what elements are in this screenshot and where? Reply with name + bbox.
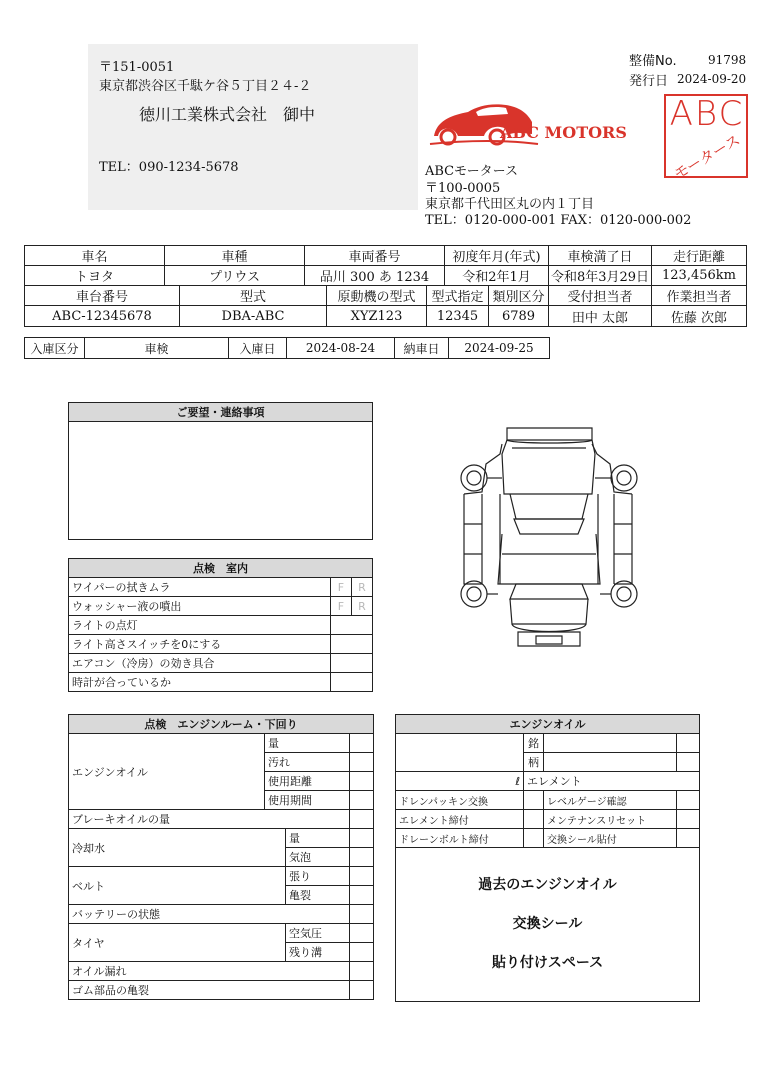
recipient-name: 徳川工業株式会社 御中 bbox=[139, 105, 316, 124]
tire-label: タイヤ bbox=[69, 924, 286, 962]
entry-out-value: 2024-09-25 bbox=[449, 338, 550, 359]
engine-room-title: 点検 エンジンルーム・下回り bbox=[69, 715, 374, 734]
interior-item: ウォッシャー液の噴出 bbox=[69, 597, 331, 616]
value-category: 6789 bbox=[489, 306, 549, 327]
rear-check-box[interactable]: R bbox=[351, 597, 372, 616]
battery-label: バッテリーの状態 bbox=[69, 905, 350, 924]
entry-in-label: 入庫日 bbox=[229, 338, 287, 359]
recipient-address: 東京都渋谷区千駄ケ谷５丁目２４-２ bbox=[99, 79, 312, 94]
engine-room-check-table bbox=[68, 714, 374, 1000]
company-contact: TEL：0120-000-001 FAX：0120-000-002 bbox=[425, 213, 692, 228]
check-box[interactable] bbox=[350, 753, 374, 772]
check-box[interactable] bbox=[350, 886, 374, 905]
engine-oil-sub-item: 使用期間 bbox=[265, 791, 350, 810]
interior-title: 点検 室内 bbox=[69, 559, 373, 578]
rubber-crack-label: ゴム部品の亀裂 bbox=[69, 981, 350, 1000]
requests-title: ご要望・連絡事項 bbox=[69, 403, 373, 422]
engine-oil-box-title: エンジンオイル bbox=[396, 715, 700, 734]
entry-type-value: 車検 bbox=[85, 338, 229, 359]
header-inspection-expiry: 車検満了日 bbox=[549, 246, 652, 266]
check-box[interactable] bbox=[350, 734, 374, 753]
check-box[interactable] bbox=[330, 654, 372, 673]
brand-label-1: 銘 bbox=[524, 734, 544, 753]
seal-bottom-text: モータース bbox=[670, 130, 744, 184]
check-box[interactable] bbox=[524, 810, 544, 829]
company-name: ABCモータース bbox=[425, 164, 518, 179]
oil-brand-field[interactable] bbox=[544, 753, 677, 772]
check-box[interactable] bbox=[330, 635, 372, 654]
oil-brand-blank[interactable] bbox=[396, 734, 524, 772]
vehicle-table-row1 bbox=[24, 245, 747, 286]
interior-item: ライト高さスイッチを0にする bbox=[69, 635, 331, 654]
check-box[interactable] bbox=[330, 673, 372, 692]
header-category: 類別区分 bbox=[489, 286, 549, 306]
liter-unit: ℓ bbox=[396, 772, 524, 791]
requests-box bbox=[68, 402, 373, 540]
check-box[interactable] bbox=[350, 924, 374, 943]
recipient-postal-code: 〒151-0051 bbox=[99, 60, 175, 75]
seal-space-line: 貼り付けスペース bbox=[491, 955, 604, 971]
value-plate-number: 品川 300 あ 1234 bbox=[305, 266, 445, 286]
oil-check-item: ドレーンボルト締付 bbox=[396, 829, 524, 848]
coolant-sub-item: 気泡 bbox=[286, 848, 350, 867]
tire-sub-item: 残り溝 bbox=[286, 943, 350, 962]
recipient-tel: TEL：090-1234-5678 bbox=[99, 160, 239, 175]
interior-item: ワイパーの拭きムラ bbox=[69, 578, 331, 597]
company-postal-code: 〒100-0005 bbox=[425, 181, 501, 196]
engine-oil-label: エンジンオイル bbox=[69, 734, 265, 810]
value-engine-type: XYZ123 bbox=[327, 306, 427, 327]
header-car-maker: 車名 bbox=[25, 246, 165, 266]
car-damage-diagram[interactable] bbox=[452, 424, 642, 656]
oil-check-item: メンテナンスリセット bbox=[544, 810, 677, 829]
interior-item: エアコン（冷房）の効き具合 bbox=[69, 654, 331, 673]
value-type: DBA-ABC bbox=[180, 306, 327, 327]
belt-sub-item: 亀裂 bbox=[286, 886, 350, 905]
check-box[interactable] bbox=[350, 848, 374, 867]
brake-oil-label: ブレーキオイルの量 bbox=[69, 810, 350, 829]
oil-check-item: エレメント締付 bbox=[396, 810, 524, 829]
check-box[interactable] bbox=[350, 791, 374, 810]
company-logo bbox=[428, 100, 658, 152]
requests-area[interactable] bbox=[69, 422, 373, 540]
engine-oil-record-table bbox=[395, 714, 700, 1002]
seal-space-line: 過去のエンジンオイル bbox=[478, 877, 617, 893]
check-box[interactable] bbox=[677, 753, 700, 772]
entry-in-value: 2024-08-24 bbox=[287, 338, 395, 359]
check-box[interactable] bbox=[524, 829, 544, 848]
value-first-registration: 令和2年1月 bbox=[445, 266, 549, 286]
belt-label: ベルト bbox=[69, 867, 286, 905]
seal-top-text: ABC bbox=[669, 94, 745, 134]
rear-check-box[interactable]: R bbox=[351, 578, 372, 597]
check-box[interactable] bbox=[350, 943, 374, 962]
entry-table bbox=[24, 337, 550, 359]
value-car-maker: トヨタ bbox=[25, 266, 165, 286]
value-chassis-number: ABC-12345678 bbox=[25, 306, 180, 327]
recipient-address-block bbox=[88, 44, 418, 210]
entry-out-label: 納車日 bbox=[395, 338, 449, 359]
value-inspection-expiry: 令和8年3月29日 bbox=[549, 266, 652, 286]
front-check-box[interactable]: F bbox=[330, 578, 351, 597]
check-box[interactable] bbox=[677, 810, 700, 829]
engine-oil-sub-item: 汚れ bbox=[265, 753, 350, 772]
belt-sub-item: 張り bbox=[286, 867, 350, 886]
issue-date-label: 発行日 bbox=[629, 74, 669, 89]
header-plate-number: 車両番号 bbox=[305, 246, 445, 266]
header-mileage: 走行距離 bbox=[652, 246, 747, 266]
oil-check-item: ドレンパッキン交換 bbox=[396, 791, 524, 810]
header-chassis-number: 車台番号 bbox=[25, 286, 180, 306]
value-reception-staff: 田中 太郎 bbox=[549, 306, 652, 327]
header-type: 型式 bbox=[180, 286, 327, 306]
value-type-designation: 12345 bbox=[427, 306, 489, 327]
check-box[interactable] bbox=[350, 962, 374, 981]
oil-seal-space[interactable] bbox=[396, 848, 700, 1002]
engine-oil-sub-item: 使用距離 bbox=[265, 772, 350, 791]
value-mileage: 123,456km bbox=[652, 266, 747, 286]
interior-check-table bbox=[68, 558, 373, 692]
header-work-staff: 作業担当者 bbox=[652, 286, 747, 306]
element-label: エレメント bbox=[524, 772, 700, 791]
interior-item: 時計が合っているか bbox=[69, 673, 331, 692]
header-reception-staff: 受付担当者 bbox=[549, 286, 652, 306]
doc-number-label: 整備No. bbox=[629, 54, 677, 69]
interior-item: ライトの点灯 bbox=[69, 616, 331, 635]
entry-type-label: 入庫区分 bbox=[25, 338, 85, 359]
check-box[interactable] bbox=[350, 905, 374, 924]
header-first-registration: 初度年月(年式) bbox=[445, 246, 549, 266]
coolant-sub-item: 量 bbox=[286, 829, 350, 848]
oil-check-item: レベルゲージ確認 bbox=[544, 791, 677, 810]
header-type-designation: 型式指定 bbox=[427, 286, 489, 306]
company-address: 東京都千代田区丸の内１丁目 bbox=[425, 197, 595, 212]
check-box[interactable] bbox=[524, 791, 544, 810]
header-car-model: 車種 bbox=[165, 246, 305, 266]
check-box[interactable] bbox=[330, 616, 372, 635]
engine-oil-sub-item: 量 bbox=[265, 734, 350, 753]
front-check-box[interactable]: F bbox=[330, 597, 351, 616]
check-box[interactable] bbox=[350, 867, 374, 886]
tire-sub-item: 空気圧 bbox=[286, 924, 350, 943]
brand-label-2: 柄 bbox=[524, 753, 544, 772]
value-work-staff: 佐藤 次郎 bbox=[652, 306, 747, 327]
check-box[interactable] bbox=[350, 772, 374, 791]
value-car-model: プリウス bbox=[165, 266, 305, 286]
company-logo-text: ABC MOTORS bbox=[500, 123, 627, 142]
issue-date-value: 2024-09-20 bbox=[677, 72, 747, 86]
oil-leak-label: オイル漏れ bbox=[69, 962, 350, 981]
coolant-label: 冷却水 bbox=[69, 829, 286, 867]
check-box[interactable] bbox=[677, 734, 700, 753]
oil-brand-field[interactable] bbox=[544, 734, 677, 753]
check-box[interactable] bbox=[677, 829, 700, 848]
check-box[interactable] bbox=[677, 791, 700, 810]
vehicle-table-row2 bbox=[24, 285, 747, 327]
company-seal bbox=[664, 94, 748, 184]
check-box[interactable] bbox=[350, 810, 374, 829]
header-engine-type: 原動機の型式 bbox=[327, 286, 427, 306]
check-box[interactable] bbox=[350, 981, 374, 1000]
oil-check-item: 交換シール貼付 bbox=[544, 829, 677, 848]
seal-space-line: 交換シール bbox=[512, 916, 583, 932]
doc-number-value: 91798 bbox=[708, 53, 747, 67]
check-box[interactable] bbox=[350, 829, 374, 848]
